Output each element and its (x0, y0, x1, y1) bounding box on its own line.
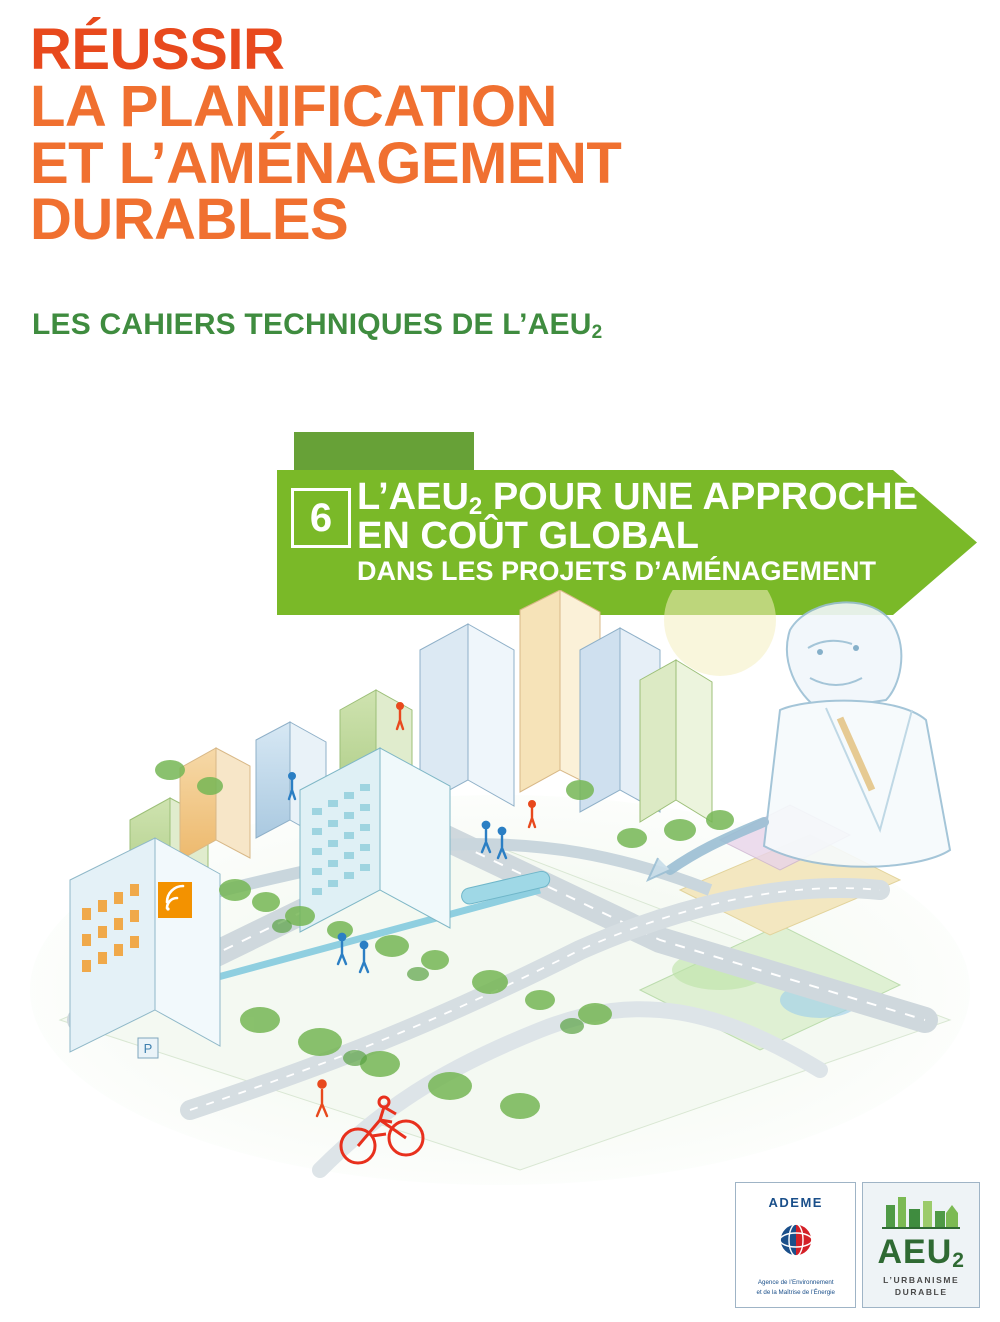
logo-strip (735, 1182, 980, 1307)
tower-green-b (676, 660, 712, 822)
aeu-skyline-icon (882, 1191, 960, 1236)
svg-text:P: P (143, 1041, 153, 1056)
tower-green (640, 660, 676, 822)
aeu-tagline-line-1: L’URBANISME (883, 1275, 960, 1285)
aeu-logo-name-subscript: 2 (952, 1249, 965, 1272)
wifi-signal-icon (158, 882, 192, 918)
building-orange-2b (216, 748, 250, 858)
chapter-title-aeu-subscript: 2 (468, 493, 483, 520)
ademe-logo (735, 1182, 856, 1308)
collection-subtitle-text: LES CAHIERS TECHNIQUES DE L’AEU (32, 308, 592, 341)
chapter-title-line-1 (357, 476, 957, 520)
chapter-title-line-1-rest: POUR UNE APPROCHE (482, 476, 918, 518)
tower-yellow (520, 590, 560, 792)
ademe-logo-name: ADEME (768, 1195, 823, 1210)
building-blue-1 (256, 722, 290, 838)
aeu-tagline-line-2: DURABLE (894, 1287, 948, 1297)
aeu-logo (862, 1182, 980, 1308)
tower-blue-b (468, 624, 514, 806)
ademe-globe-icon (773, 1217, 819, 1268)
aeu-logo-name-text: AEU (877, 1233, 953, 1271)
ademe-tagline (736, 1278, 855, 1297)
collection-subtitle-subscript: 2 (591, 322, 603, 343)
foreground-building-left-b (155, 838, 220, 1046)
chapter-title-line-3: DANS LES PROJETS D’AMÉNAGEMENT (357, 555, 877, 586)
chapter-number: 6 (291, 488, 351, 548)
chapter-title-aeu: L’AEU (357, 476, 469, 518)
page-title (30, 17, 850, 253)
title-line-4: DURABLES (30, 187, 349, 253)
chapter-title (357, 478, 957, 585)
ademe-tagline-line-1: Agence de l’Environnement (757, 1279, 834, 1287)
title-line-3: ET L’AMÉNAGEMENT (30, 130, 622, 196)
building-orange-2 (180, 748, 216, 860)
chapter-title-line-2: EN COÛT GLOBAL (357, 514, 699, 557)
title-line-1: RÉUSSIR (30, 17, 285, 82)
city-illustration-svg (20, 590, 980, 1190)
title-line-2: LA PLANIFICATION (30, 73, 557, 139)
parking-icon (138, 1038, 158, 1058)
banner-shadow-tab (294, 432, 474, 472)
aeu-logo-name (863, 1233, 979, 1272)
cover-illustration (20, 590, 980, 1190)
ademe-tagline-line-2: et de la Maîtrise de l’Énergie (756, 1288, 835, 1296)
collection-subtitle (32, 308, 602, 342)
